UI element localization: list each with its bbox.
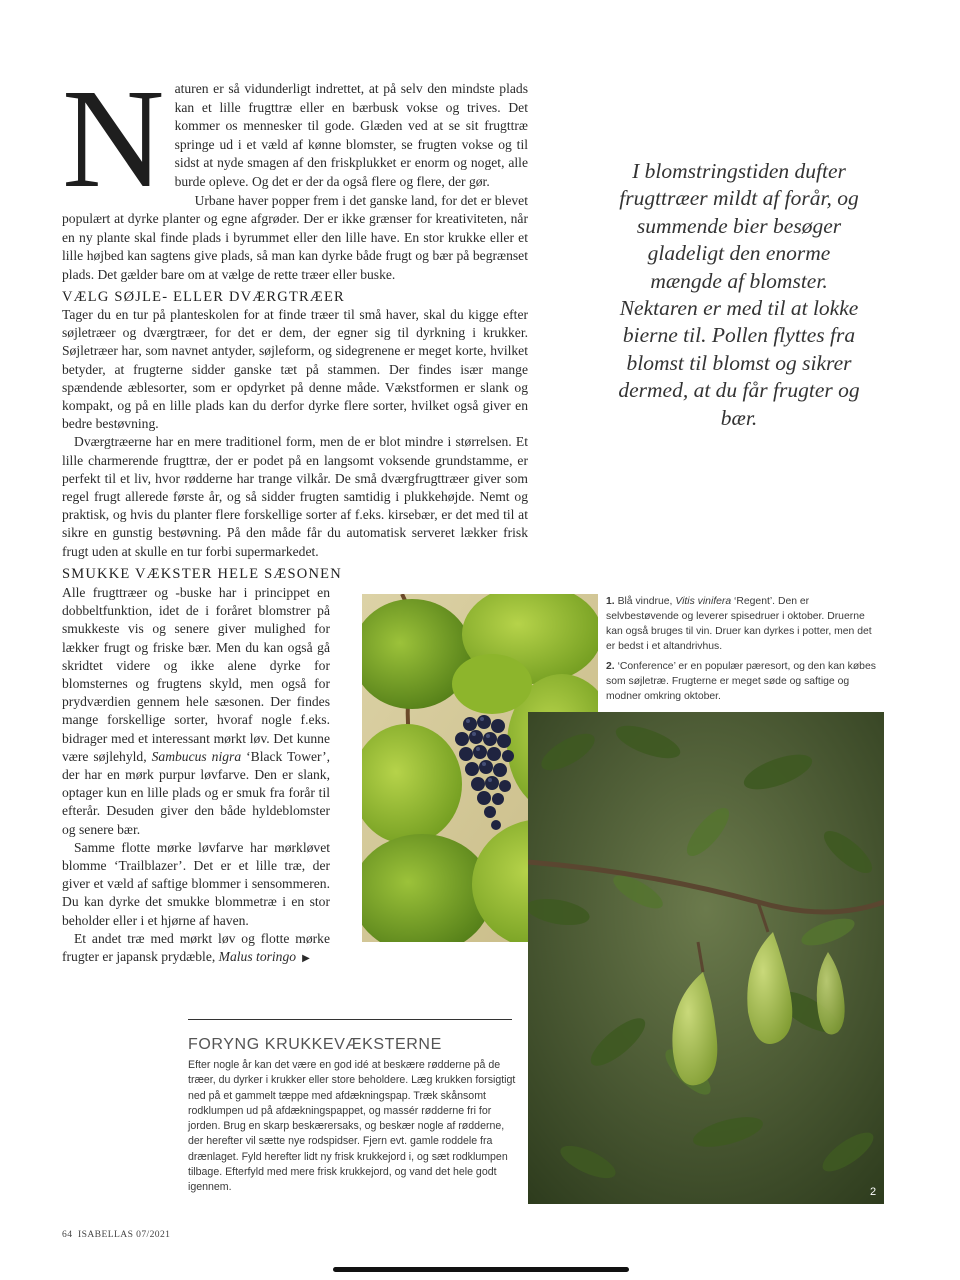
box-divider: [188, 1019, 512, 1020]
intro-paragraph-2: Urbane haver popper frem i det ganske land, for det er blevet populært at dyrke planter og egne afgrøder. Der er ikke grænser for kreativiteten, når en ny plante skal finde plads i byrummet eller den lille have. En stor krukke eller et lille højbed kan sagtens give plads, så man kan dyrke både frugt og bær på begrænset plads. Det gælder bare om at vælge de rette træer eller buske.: [62, 192, 528, 282]
body-paragraph: Et andet træ med mørkt løv og flotte mørke frugter er japansk prydæble, Malus toringo ▶: [62, 930, 330, 965]
section-body-dwarf-trees: [62, 306, 528, 561]
box-text: Efter nogle år kan det være en god idé at beskære rødderne på de træer, du dyrker i krukker eller store beholdere. Læg krukken forsigtigt ned på et gammelt tæppe med afdækningspap. Træk skånsomt rodklumpen ud på afdækningspappet, og massér rødderne fri for jorden. Brug en skarp beskærersaks, og beskær nogle af rødderne, der herefter vil sætte nye rodspidser. Fjern evt. gamle roddele fra drænlaget. Fyld herefter lidt ny frisk krukkejord i, og sæt rodklumpen tilbage. Efterfyld med mere frisk krukkejord, og vand det hele godt igennem.: [188, 1059, 516, 1194]
intro-paragraph-1: aturen er så vidunderligt indrettet, at på selv den mindste plads kan et lille frugttræ eller en bærbusk vokse og trives. Det kommer os mennesker til gode. Glæden ved at se sit frugttræ springe ud i et væld af kønne blomster, se frugten vokse og til sidst at nyde smagen af den friskplukket er enorm og noget, alle burde opleve. Og det er der da også flere og flere, der gør.: [174, 81, 528, 189]
body-paragraph: Samme flotte mørke løvfarve har mørkløvet blomme ‘Trailblazer’. Det er et lille træ, der giver et væld af saftige blommer i sensommeren. Du kan dyrke det smukke blommetræ i en stor beholder eller i et hjørne af haven.: [62, 839, 330, 928]
photo-number: 2: [870, 1186, 877, 1198]
page-number: 64: [62, 1229, 73, 1240]
caption-1: 1. Blå vindrue, Vitis vinifera ‘Regent’. Den er selvbestøvende og leverer spisedruer i oktober. Druerne kan også bruges til vin. Druer kan dyrkes i potter, men det er bedst i et altandrivhus.: [606, 596, 872, 652]
pull-quote: I blomstringstiden dufter frugttræer mildt af forår, og summende bier besøger gladeligt den enorme mængde af blomster. Nektaren er med til at lokke bierne til. Pollen flyttes fra blomst til blomst og sikrer dermed, at du får frugter og bær.: [618, 159, 860, 430]
photo-captions: [606, 594, 878, 704]
drop-cap: N: [62, 59, 165, 217]
section-heading-season: SMUKKE VÆKSTER HELE SÆSONEN: [62, 566, 342, 582]
caption-2: 2. ‘Conference’ er en populær pæresort, og den kan købes som søjletræ. Frugterne er meget søde og saftige og modner omkring oktober.: [606, 661, 876, 702]
body-paragraph: Alle frugttræer og -buske har i princippet en dobbeltfunktion, idet de i foråret blomstrer på smukkeste vis og senere giver mulighed for lækker frugt og friske bær. Men du kan også gå skridtet videre og ikke alene dyrke for blomsternes og frugtens skyld, men også for prydværdien gennem hele sæsonen. Der findes mange forskellige sorter, hvoraf nogle f.eks. bidrager med et interessant mørkt løv. Det kunne være søjlehyld, Sambucus nigra ‘Black Tower’, der har en mørk purpur løvfarve. Den er slank, optager kun en lille plads og er smuk fra forår til efterår. Desuden giver den både hyldeblomster og senere bær.: [62, 585, 331, 837]
section-body-season: [62, 584, 330, 968]
intro-text: [62, 59, 528, 285]
photo-pears: [528, 712, 884, 1204]
home-indicator[interactable]: [333, 1267, 629, 1272]
body-paragraph: Tager du en tur på planteskolen for at finde træer til små haver, skal du kigge efter søjletræer og dværgtræer, for det er dem, der egner sig til dyrkning i krukker. Søjletræer har, som navnet antyder, søjleform, og sidegrenene er meget korte, hvilket betyder, at frugterne sidder ganske tæt på stammen. Der findes især mange spændende æblesorter, som er opdyrket på denne måde. Vækstformen er slank og kompakt, og på en lille plads kan du derfor dyrke flere sorter, hvilket også giver en bedre bestøvning.: [62, 307, 528, 432]
page-footer: [62, 1229, 170, 1240]
body-paragraph: Dværgtræerne har en mere traditionel form, men de er blot mindre i størrelsen. Et lille charmerende frugttræ, der er podet på en langsomt voksende grundstamme, er perfekt til et liv, hvor rødderne har trange vilkår. De små dværgfrugttræer giver som regel frugt allerede første år, og så sidder frugten samtidig i plukkehøjde. Nemt og praktisk, og hvis du planter flere forskellige sorter af f.eks. kirsebær, er det med til at sikre en gunstig bestøvning. På den måde får du automatisk serveret lækker frisk frugt uden at skulle en tur forbi supermarkedet.: [62, 434, 528, 559]
box-heading: FORYNG KRUKKEVÆKSTERNE: [188, 1036, 442, 1053]
magazine-issue: ISABELLAS 07/2021: [78, 1229, 171, 1240]
continue-arrow-icon: ▶: [302, 953, 310, 965]
section-heading-dwarf-trees: VÆLG SØJLE- ELLER DVÆRGTRÆER: [62, 289, 345, 305]
